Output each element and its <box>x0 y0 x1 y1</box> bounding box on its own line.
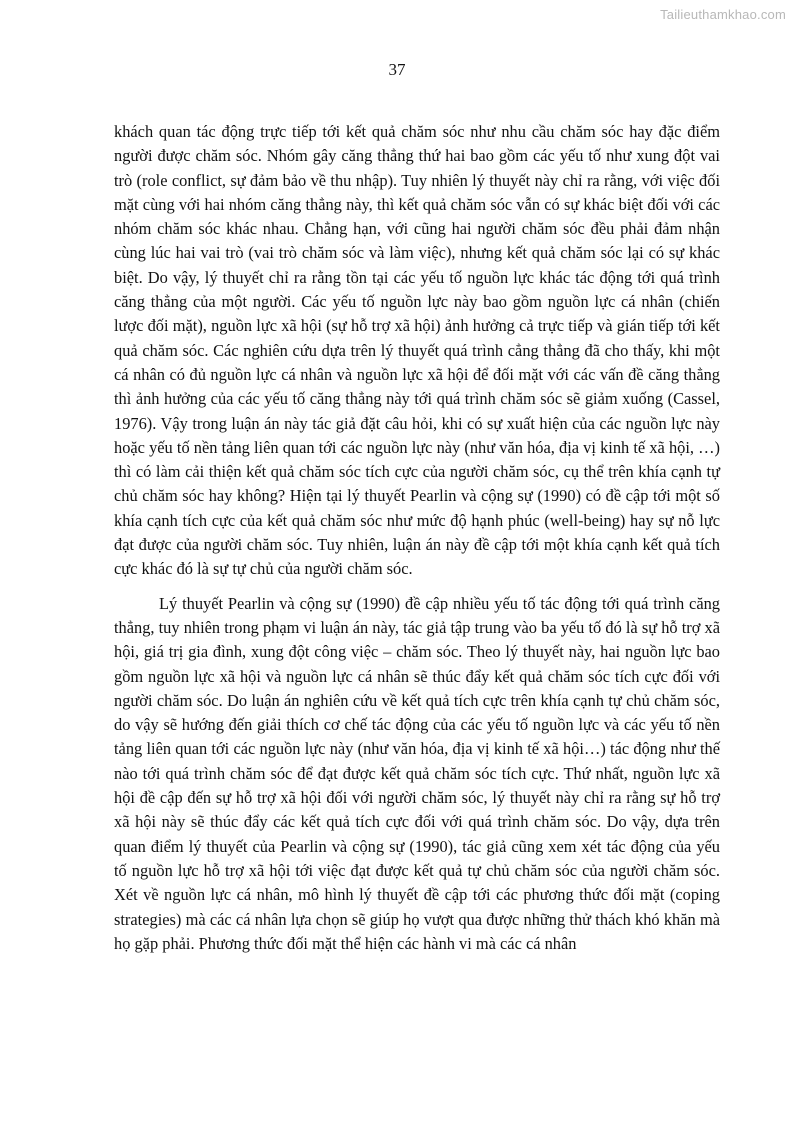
paragraph-1: khách quan tác động trực tiếp tới kết quả chăm sóc như nhu cầu chăm sóc hay đặc điểm người được chăm sóc. Nhóm gây căng thẳng thứ hai bao gồm các yếu tố như xung đột vai trò (role conflict, sự đảm bảo về thu nhập). Tuy nhiên lý thuyết này chỉ ra rằng, với việc đối mặt cùng với hai nhóm căng thẳng này, thì kết quả chăm sóc vẫn có sự khác biệt đối với các nhóm chăm sóc khác nhau. Chẳng hạn, với cũng hai người chăm sóc đều phải đảm nhận cùng lúc hai vai trò (vai trò chăm sóc và làm việc), nhưng kết quả chăm sóc lại có sự khác biệt. Do vậy, lý thuyết chỉ ra rằng tồn tại các yếu tố nguồn lực khác tác động tới quá trình căng thẳng của một người. Các yếu tố nguồn lực này bao gồm nguồn lực cá nhân (chiến lược đối mặt), nguồn lực xã hội (sự hỗ trợ xã hội) ảnh hưởng cả trực tiếp và gián tiếp tới kết quả chăm sóc. Các nghiên cứu dựa trên lý thuyết quá trình cẳng thẳng đã cho thấy, khi một cá nhân có đủ nguồn lực cá nhân và nguồn lực xã hội để đối mặt với các vấn đề căng thẳng thì ảnh hưởng của các yếu tố căng thẳng này tới quá trình chăm sóc sẽ giảm xuống (Cassel, 1976). Vậy trong luận án này tác giả đặt câu hỏi, khi có sự xuất hiện của các nguồn lực này hoặc yếu tố nền tảng liên quan tới các nguồn lực này (như văn hóa, địa vị kinh tế xã hội, …) thì có làm cải thiện kết quả chăm sóc tích cực của người chăm sóc, cụ thể trên khía cạnh tự chủ chăm sóc hay không? Hiện tại lý thuyết Pearlin và cộng sự (1990) có đề cập tới một số khía cạnh tích cực của kết quả chăm sóc như mức độ hạnh phúc (well-being) hay sự nỗ lực đạt được của người chăm sóc. Tuy nhiên, luận án này đề cập tới một khía cạnh kết quả tích cực khác đó là sự tự chủ của người chăm sóc. <box>114 122 720 579</box>
watermark: Tailieuthamkhao.com <box>660 7 786 22</box>
paragraph-2: Lý thuyết Pearlin và cộng sự (1990) đề cập nhiều yếu tố tác động tới quá trình căng thẳng, tuy nhiên trong phạm vi luận án này, tác giả tập trung vào ba yếu tố đó là sự hỗ trợ xã hội, giá trị gia đình, xung đột công việc – chăm sóc. Theo lý thuyết này, hai nguồn lực bao gồm nguồn lực xã hội và nguồn lực cá nhân sẽ thúc đẩy kết quả chăm sóc tích cực đối với người chăm sóc. Do luận án nghiên cứu về kết quả tích cực trên khía cạnh tự chủ chăm sóc, do vậy sẽ hướng đến giải thích cơ chế tác động của các yếu tố nguồn lực và các yếu tố nền tảng liên quan tới các nguồn lực này (như văn hóa, địa vị kinh tế xã hội…) tác động như thế nào tới quá trình chăm sóc để đạt được kết quả chăm sóc tích cực. Thứ nhất, nguồn lực xã hội đề cập đến sự hỗ trợ xã hội đối với người chăm sóc, lý thuyết này chỉ ra rằng sự hỗ trợ xã hội này sẽ thúc đẩy các kết quả tích cực đối với quá trình chăm sóc. Do vậy, dựa trên quan điểm lý thuyết của Pearlin và cộng sự (1990), tác giả cũng xem xét tác động của yếu tố nguồn lực hỗ trợ xã hội tới việc đạt được kết quả tự chủ chăm sóc của người chăm sóc. Xét về nguồn lực cá nhân, mô hình lý thuyết đề cập tới các phương thức đối mặt (coping strategies) mà các cá nhân lựa chọn sẽ giúp họ vượt qua được những thử thách khó khăn mà họ gặp phải. Phương thức đối mặt thể hiện các hành vi mà các cá nhân <box>114 593 720 953</box>
document-body <box>114 120 720 956</box>
page-number: 37 <box>388 60 406 79</box>
